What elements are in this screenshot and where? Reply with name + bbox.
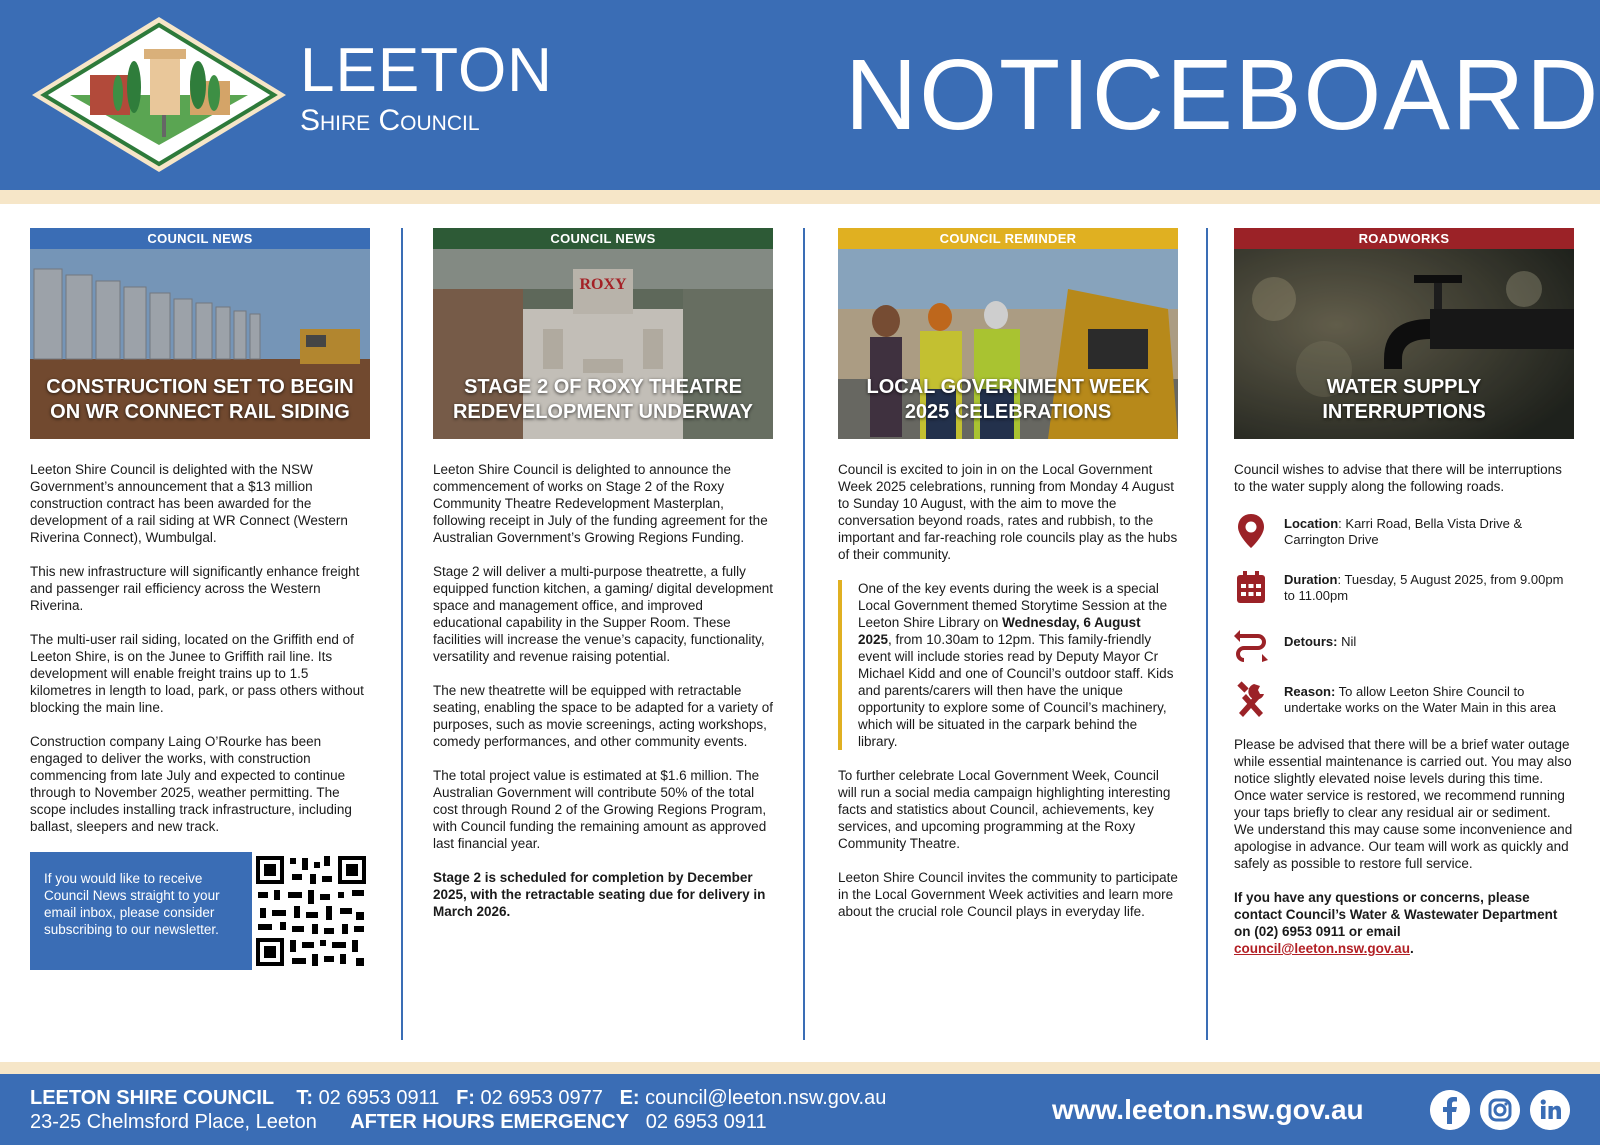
highlight-date: Wednesday, 6 August 2025 — [858, 615, 1141, 647]
instagram-icon[interactable] — [1480, 1090, 1520, 1130]
header-stripe — [0, 190, 1600, 204]
headline-line: ON WR CONNECT RAIL SIDING — [50, 401, 350, 423]
article-body — [1234, 461, 1574, 957]
info-text — [1284, 568, 1574, 604]
info-text — [1284, 624, 1356, 650]
info-label: Location — [1284, 516, 1339, 531]
info-detours — [1234, 624, 1574, 662]
detour-arrows-icon — [1234, 624, 1268, 662]
info-text — [1284, 512, 1574, 548]
contact-end: . — [1409, 941, 1414, 956]
calendar-icon — [1234, 568, 1268, 606]
phone-number[interactable]: 02 6953 0911 — [318, 1087, 440, 1109]
storytime-highlight — [838, 580, 1178, 750]
footer-email[interactable]: council@leeton.nsw.gov.au — [645, 1087, 887, 1109]
email-label: E: — [619, 1087, 640, 1109]
fax-number: 02 6953 0977 — [480, 1087, 603, 1109]
info-value: To allow Leeton Shire Council to undertake works on the Water Main in this area — [1284, 684, 1556, 715]
highlight-text: , from 10.30am to 12pm. This family-friendly event will include stories read by Deputy Mayor Cr Michael Kidd and one of Council’s outdoor staff. Kids and parents/carers will then have the unique opportunity to explore some of Council’s machinery, which will be situated in the carpark behind the library. — [858, 632, 1174, 749]
headline-line: STAGE 2 OF ROXY THEATRE — [464, 376, 742, 398]
svg-text:ROXY: ROXY — [579, 276, 627, 293]
headline-line: 2025 CELEBRATIONS — [904, 401, 1112, 423]
subscribe-text: If you would like to receive Council News straight to your email inbox, please consider subscribing to our newsletter. — [44, 871, 220, 937]
article-headline — [838, 375, 1178, 425]
paragraph: This new infrastructure will significantly enhance freight and passenger rail efficiency across the Western Riverina. — [30, 564, 360, 613]
council-email-link[interactable]: council@leeton.nsw.gov.au — [1234, 941, 1410, 956]
article-rail-siding — [30, 228, 370, 970]
facebook-icon[interactable] — [1430, 1090, 1470, 1130]
info-label: Reason: — [1284, 684, 1336, 699]
article-body — [838, 461, 1178, 920]
info-label: Detours: — [1284, 634, 1338, 649]
article-photo-tap — [1234, 249, 1574, 439]
info-text — [1284, 680, 1574, 716]
footer-stripe — [0, 1062, 1600, 1074]
newsletter-subscribe-box — [30, 852, 370, 970]
paragraph: Construction company Laing O’Rourke has been engaged to deliver the works, with construction commencing from late July and expected to continue through to November 2025, weather permitting. The scope includes installing track infrastructure, including ballast, sleepers and new track. — [30, 734, 352, 834]
page-title: NOTICEBOARD — [845, 39, 1600, 151]
brand-name: LEETON — [300, 36, 553, 105]
paragraph: Leeton Shire Council invites the community to participate in the Local Government Week activities and learn more about the crucial role Council plays in everyday life. — [838, 870, 1178, 919]
article-body — [433, 461, 773, 920]
article-photo-rail — [30, 249, 370, 439]
footer-address-line — [30, 1111, 767, 1134]
category-banner: COUNCIL REMINDER — [838, 228, 1178, 249]
article-headline — [30, 375, 370, 425]
paragraph: Council wishes to advise that there will be interruptions to the water supply along the following roads. — [1234, 462, 1562, 494]
headline-line: CONSTRUCTION SET TO BEGIN — [46, 376, 354, 398]
info-location — [1234, 512, 1574, 550]
article-water-supply — [1234, 228, 1574, 974]
footer-bar — [0, 1074, 1600, 1145]
paragraph: To further celebrate Local Government Week, Council will run a social media campaign highlighting interesting facts and statistics about Council, achievements, key services, and upcoming programming at the Roxy Community Theatre. — [838, 768, 1171, 851]
info-reason — [1234, 680, 1574, 718]
info-value: Nil — [1337, 634, 1357, 649]
article-local-gov-week — [838, 228, 1178, 937]
phone-label: T: — [296, 1087, 313, 1109]
map-pin-icon — [1234, 512, 1268, 550]
footer-address: 23-25 Chelmsford Place, Leeton — [30, 1111, 317, 1133]
highlight-text: One of the key events during the week is a special Local Government themed Storytime Session at the Leeton Shire Library on — [858, 581, 1168, 630]
headline-line: LOCAL GOVERNMENT WEEK — [866, 376, 1150, 398]
paragraph: Please be advised that there will be a brief water outage while essential maintenance is carried out. You may also notice slightly elevated noise levels during this time. Once water service is restored, we recommend running your taps briefly to clear any residual air or sediment. We understand this may cause some inconvenience and apologise in advance. Our team will work as quickly and safely as possible to restore full service. — [1234, 737, 1573, 871]
info-value: : Karri Road, Bella Vista Drive & Carrington Drive — [1284, 516, 1523, 547]
article-headline — [1234, 375, 1574, 425]
article-photo-roxy — [433, 249, 773, 439]
emergency-number[interactable]: 02 6953 0911 — [645, 1111, 767, 1133]
linkedin-icon[interactable] — [1530, 1090, 1570, 1130]
info-label: Duration — [1284, 572, 1338, 587]
completion-note: Stage 2 is scheduled for completion by December 2025, with the retractable seating due for delivery in March 2026. — [433, 870, 766, 919]
column-divider — [401, 228, 403, 1040]
paragraph: Council is excited to join in on the Local Government Week 2025 celebrations, running from Monday 4 August to Sunday 10 August, with the aim to move the conversation beyond roads, rates and rubbish, to the important and far-reaching role councils play as the hubs of their community. — [838, 462, 1178, 562]
website-link[interactable]: www.leeton.nsw.gov.au — [1052, 1094, 1364, 1125]
category-banner: COUNCIL NEWS — [30, 228, 370, 249]
contact-text: If you have any questions or concerns, please contact Council’s Water & Wastewater Department on (02) 6953 0911 or email — [1234, 890, 1558, 939]
council-logo — [30, 15, 288, 174]
footer-org: LEETON SHIRE COUNCIL — [30, 1087, 275, 1109]
info-value: : Tuesday, 5 August 2025, from 9.00pm to 11.00pm — [1284, 572, 1564, 603]
article-roxy-theatre — [433, 228, 773, 937]
column-divider — [1206, 228, 1208, 1040]
headline-line: WATER SUPPLY — [1326, 376, 1482, 398]
footer-contact-line — [30, 1087, 886, 1110]
emergency-label: AFTER HOURS EMERGENCY — [350, 1111, 630, 1133]
headline-line: REDEVELOPMENT UNDERWAY — [452, 401, 754, 423]
paragraph: The total project value is estimated at $1.6 million. The Australian Government will contribute 50% of the total cost through Round 2 of the Growing Regions Program, with Council funding the remaining amount as approved last financial year. — [433, 768, 767, 851]
article-body — [30, 461, 370, 835]
council-brand — [300, 36, 553, 138]
category-banner: COUNCIL NEWS — [433, 228, 773, 249]
brand-subtitle: Shire Council — [300, 104, 480, 137]
category-banner: ROADWORKS — [1234, 228, 1574, 249]
qr-code[interactable] — [252, 852, 370, 970]
header-bar — [0, 0, 1600, 190]
paragraph: The multi-user rail siding, located on the Griffith end of Leeton Shire, is on the Junee to Griffith rail line. Its development will enable freight trains up to 1.5 kilometres in length to load, park, or pass others without blocking the main line. — [30, 632, 364, 715]
paragraph: Leeton Shire Council is delighted to announce the commencement of works on Stage 2 of the Roxy Community Theatre Redevelopment Masterplan, following receipt in July of the funding agreement for the Australian Government’s Growing Regions Funding. — [433, 462, 768, 545]
column-divider — [803, 228, 805, 1040]
article-photo-staff — [838, 249, 1178, 439]
info-duration — [1234, 568, 1574, 606]
paragraph: The new theatrette will be equipped with retractable seating, enabling the space to be adapted for a variety of purposes, such as movie screenings, acting workshops, comedy performances, and other community events. — [433, 683, 773, 749]
paragraph: Leeton Shire Council is delighted with the NSW Government’s announcement that a $13 million construction contract has been awarded for the development of a rail siding at WR Connect (Western Riverina Connect), Wumbulgal. — [30, 462, 348, 545]
paragraph: Stage 2 will deliver a multi-purpose theatrette, a fully equipped function kitchen, a gaming/ digital development space and management office, and improved educational capability in the Supper Room. These facilities will increase the venue’s capacity, functionality, versatility and revenue raising potential. — [433, 564, 773, 664]
headline-line: INTERRUPTIONS — [1322, 401, 1486, 423]
contact-note — [1234, 889, 1574, 957]
tools-icon — [1234, 680, 1268, 718]
fax-label: F: — [456, 1087, 475, 1109]
article-headline — [433, 375, 773, 425]
